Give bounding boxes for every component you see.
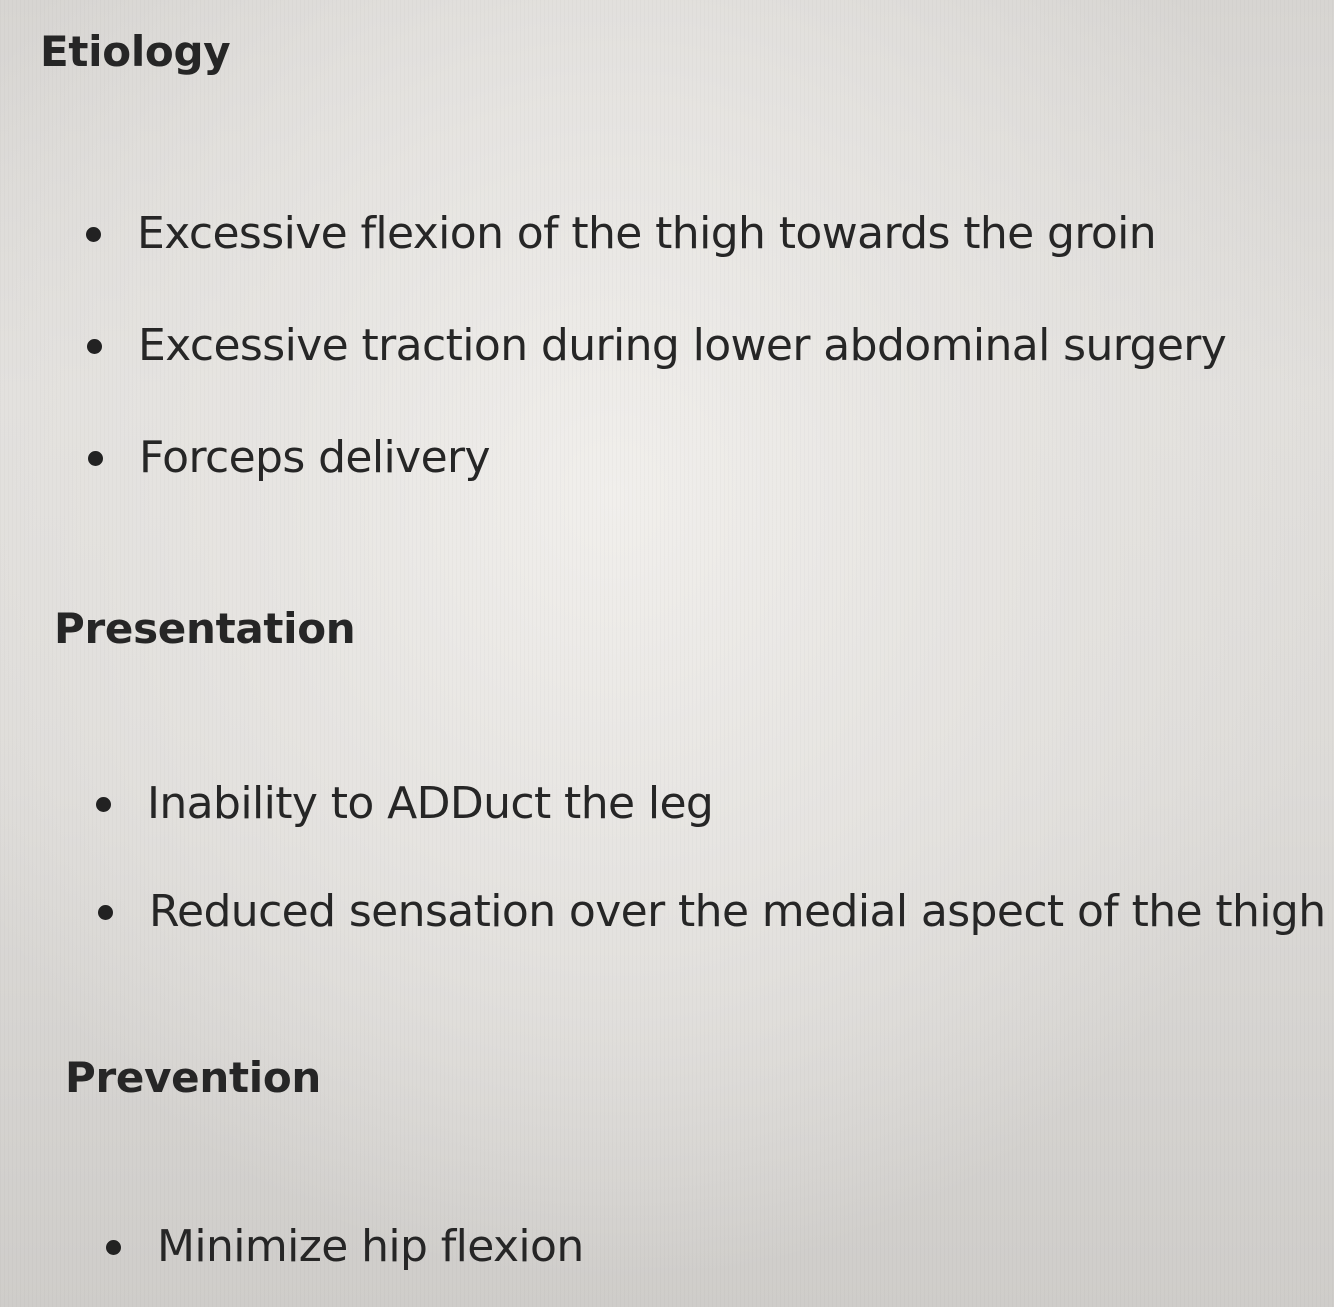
bullet-dot-icon bbox=[88, 451, 103, 466]
bullet-dot-icon bbox=[98, 905, 113, 920]
section-heading-etiology: Etiology bbox=[40, 27, 231, 76]
list-item-text: Excessive traction during lower abdominal surgery bbox=[138, 320, 1227, 371]
list-item-text: Reduced sensation over the medial aspect of the thigh bbox=[149, 886, 1326, 937]
bullet-dot-icon bbox=[87, 339, 102, 354]
bullet-dot-icon bbox=[96, 797, 111, 812]
list-item-text: Inability to ADDuct the leg bbox=[147, 778, 714, 829]
bullet-dot-icon bbox=[106, 1240, 121, 1255]
list-item-text: Minimize hip flexion bbox=[157, 1221, 584, 1272]
section-heading-presentation: Presentation bbox=[54, 604, 356, 653]
section-heading-prevention: Prevention bbox=[65, 1053, 321, 1102]
list-item-text: Excessive flexion of the thigh towards the groin bbox=[137, 208, 1157, 259]
bullet-dot-icon bbox=[86, 227, 101, 242]
list-item-text: Forceps delivery bbox=[139, 432, 490, 483]
